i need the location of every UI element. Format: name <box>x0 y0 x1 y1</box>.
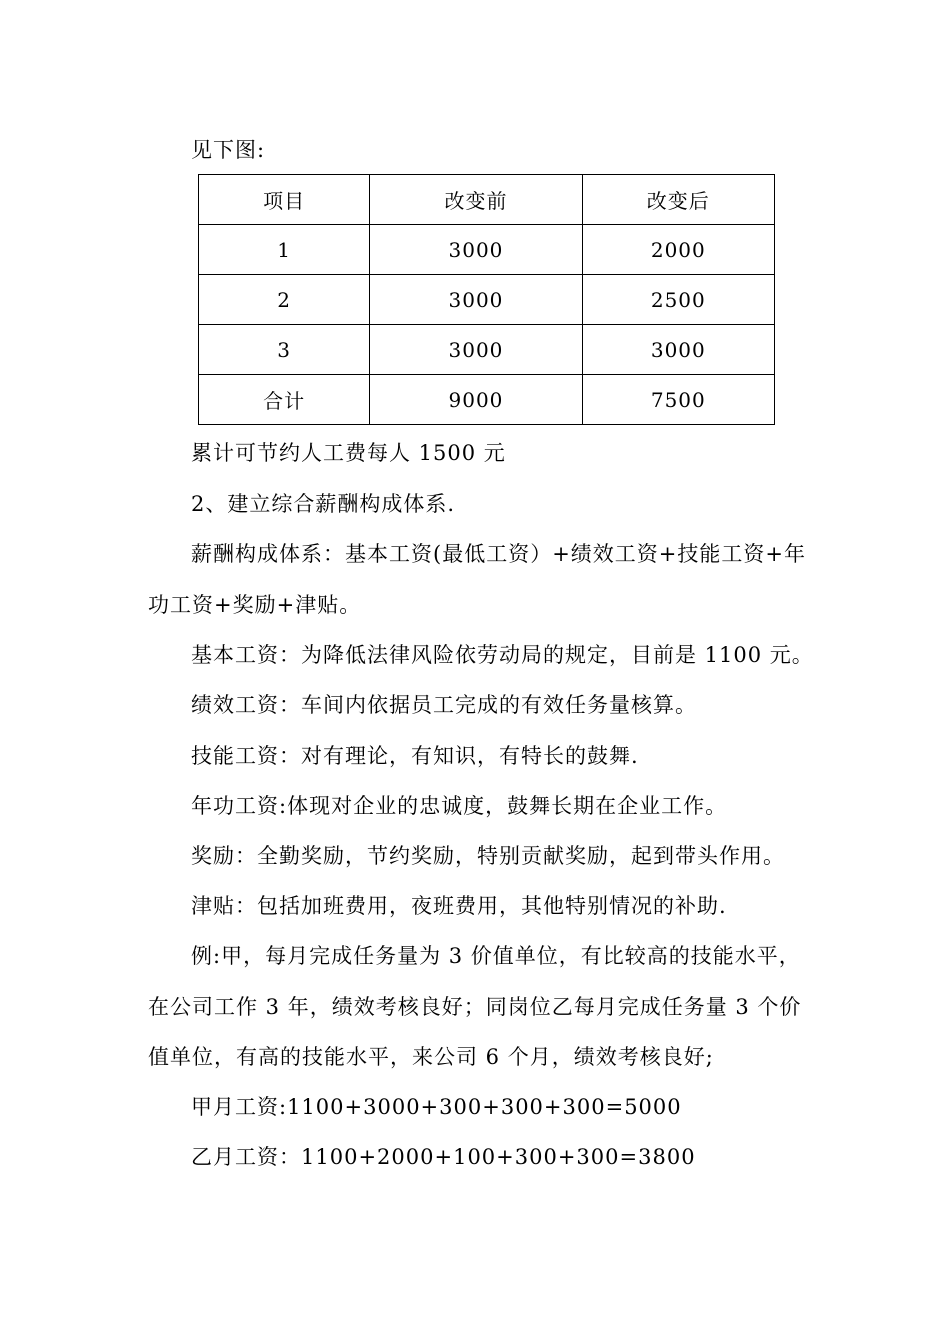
paragraph-line: 值单位，有高的技能水平，来公司 6 个月，绩效考核良好; <box>148 1045 714 1069</box>
table-header-row <box>199 175 775 225</box>
header-before: 改变前 <box>370 175 582 225</box>
intro-text: 见下图: <box>191 138 266 162</box>
paragraph-line: 薪酬构成体系：基本工资(最低工资）+绩效工资+技能工资+年 <box>191 542 806 566</box>
header-after: 改变后 <box>582 175 774 225</box>
paragraph-line: 年功工资:体现对企业的忠诚度，鼓舞长期在企业工作。 <box>191 794 728 818</box>
table-cell: 7500 <box>582 375 774 425</box>
table-cell: 2500 <box>582 275 774 325</box>
salary-calc-a: 甲月工资:1100+3000+300+300+300=5000 <box>191 1095 682 1119</box>
paragraph-line: 功工资+奖励+津贴。 <box>148 593 362 617</box>
table-cell: 合计 <box>199 375 370 425</box>
paragraph-line: 在公司工作 3 年，绩效考核良好；同岗位乙每月完成任务量 3 个价 <box>148 995 802 1019</box>
table-cell: 3000 <box>370 225 582 275</box>
paragraph-line: 基本工资：为降低法律风险依劳动局的规定，目前是 1100 元。 <box>191 643 814 667</box>
table-total-row <box>199 375 775 425</box>
paragraph-line: 绩效工资：车间内依据员工完成的有效任务量核算。 <box>191 693 697 717</box>
table-cell: 3000 <box>582 325 774 375</box>
paragraph-line: 奖励：全勤奖励，节约奖励，特别贡献奖励，起到带头作用。 <box>191 844 785 868</box>
table-row <box>199 325 775 375</box>
paragraph-line: 技能工资：对有理论，有知识，有特长的鼓舞. <box>191 744 639 768</box>
table-cell: 2000 <box>582 225 774 275</box>
savings-summary: 累计可节约人工费每人 1500 元 <box>191 441 506 465</box>
table-row <box>199 275 775 325</box>
table-row <box>199 225 775 275</box>
table-cell: 1 <box>199 225 370 275</box>
table-cell: 3000 <box>370 325 582 375</box>
table-cell: 3000 <box>370 275 582 325</box>
header-item: 项目 <box>199 175 370 225</box>
table-cell: 3 <box>199 325 370 375</box>
comparison-table <box>198 174 775 425</box>
paragraph-line: 例:甲，每月完成任务量为 3 价值单位，有比较高的技能水平， <box>191 944 801 968</box>
paragraph-line: 津贴：包括加班费用，夜班费用，其他特别情况的补助. <box>191 894 727 918</box>
salary-calc-b: 乙月工资：1100+2000+100+300+300=3800 <box>191 1145 696 1169</box>
table-cell: 2 <box>199 275 370 325</box>
section-heading: 2、建立综合薪酬构成体系. <box>191 492 456 516</box>
table-cell: 9000 <box>370 375 582 425</box>
